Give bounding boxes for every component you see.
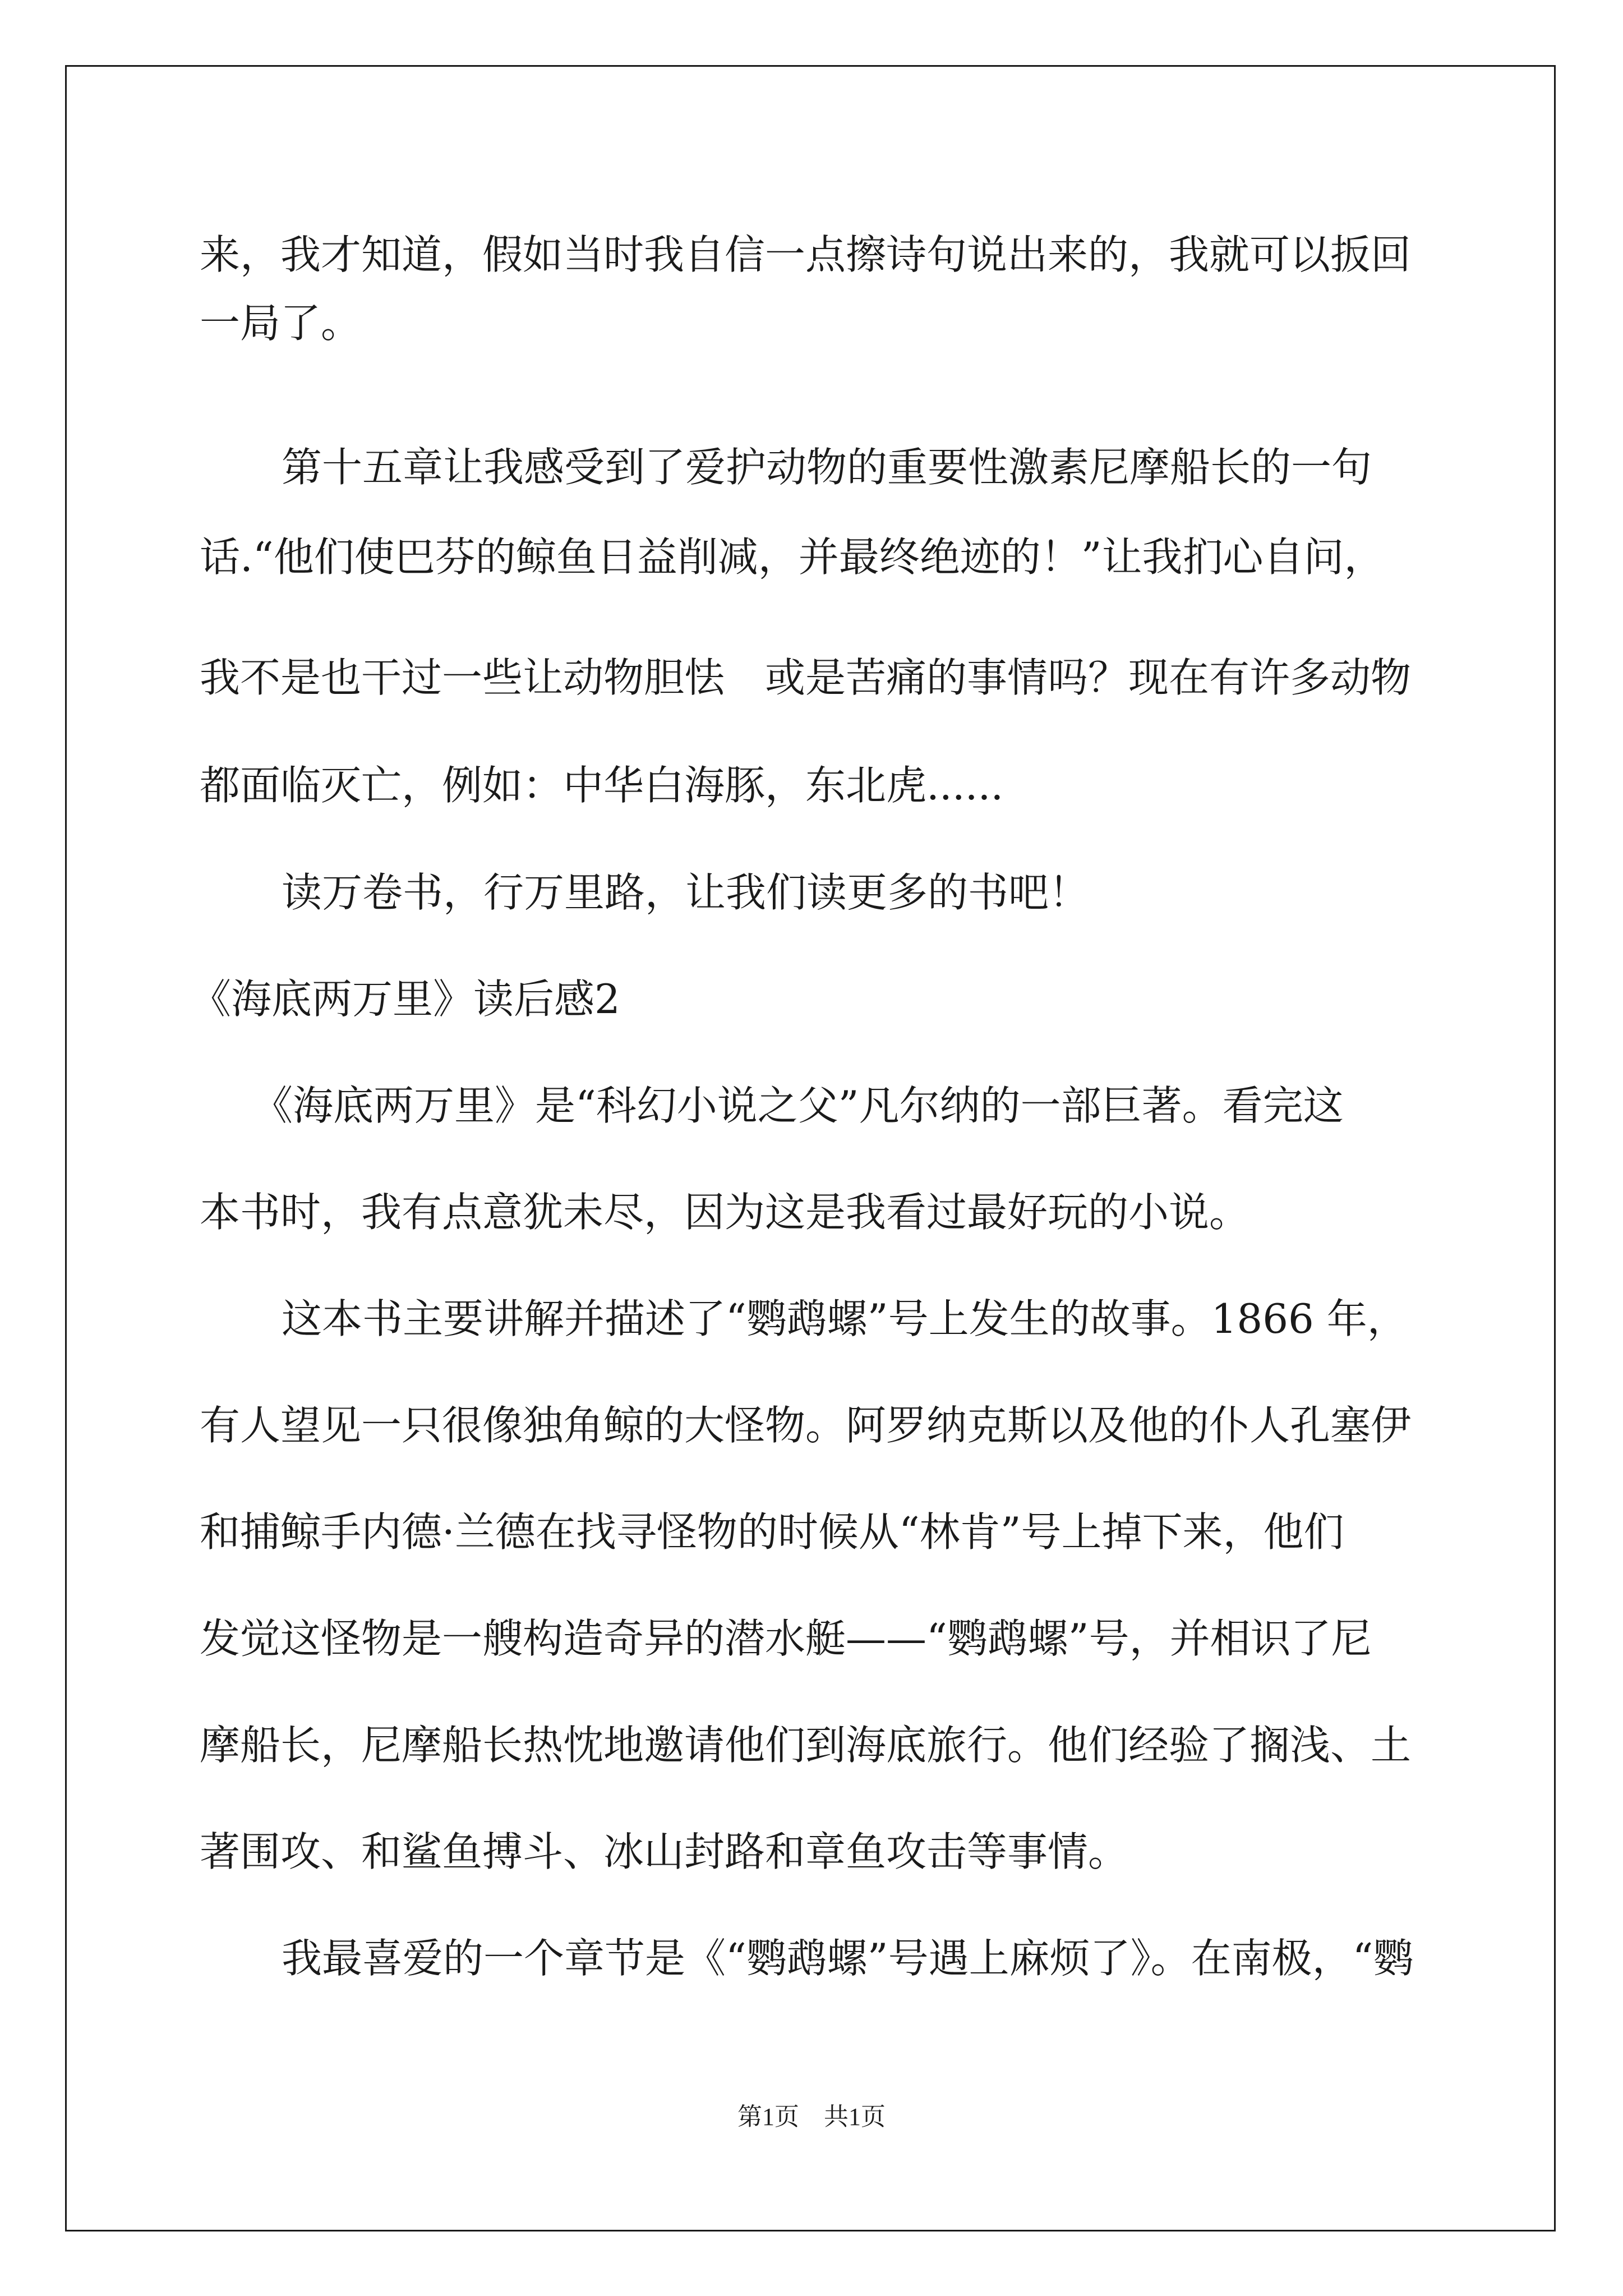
text-line: 来，我才知道，假如当时我自信一点擦诗句说出来的，我就可以扳回	[200, 231, 1412, 278]
section-heading: 《海底两万里》读后感2	[191, 976, 620, 1023]
text-line: 摩船长，尼摩船长热忱地邀请他们到海底旅行。他们经验了搁浅、土	[200, 1722, 1412, 1769]
text-line: 本书时，我有点意犹未尽，因为这是我看过最好玩的小说。	[200, 1189, 1250, 1236]
text-line: 《海底两万里》是“科幻小说之父”凡尔纳的一部巨著。看完这	[252, 1082, 1344, 1129]
text-line: 有人望见一只很像独角鲸的大怪物。阿罗纳克斯以及他的仆人孔塞伊	[200, 1402, 1412, 1449]
text-line: 这本书主要讲解并描述了“鹦鹉螺”号上发生的故事。1866 年，	[282, 1295, 1408, 1342]
text-line: 一局了。	[200, 300, 362, 347]
page-border	[65, 65, 1556, 2231]
text-line: 话.“他们使巴芬的鲸鱼日益削减，并最终绝迹的！”让我扪心自问，	[200, 533, 1385, 581]
text-line: 我不是也干过一些让动物胆怯 或是苦痛的事情吗？现在有许多动物	[200, 654, 1412, 701]
text-line: 我最喜爱的一个章节是《“鹦鹉螺”号遇上麻烦了》。在南极，“鹦	[282, 1935, 1414, 1982]
text-line: 发觉这怪物是一艘构造奇异的潜水艇——“鹦鹉螺”号，并相识了尼	[200, 1615, 1372, 1662]
page-number: 第1页 共1页	[737, 2103, 886, 2131]
text-line: 第十五章让我感受到了爱护动物的重要性激素尼摩船长的一句	[282, 444, 1372, 491]
text-line: 都面临灭亡，例如：中华白海豚，东北虎......	[200, 762, 1004, 809]
text-line: 著围攻、和鲨鱼搏斗、冰山封路和章鱼攻击等事情。	[200, 1828, 1129, 1875]
text-line: 和捕鲸手内德·兰德在找寻怪物的时候从“林肯”号上掉下来，他们	[200, 1508, 1344, 1556]
text-line: 读万卷书，行万里路，让我们读更多的书吧！	[282, 869, 1090, 916]
